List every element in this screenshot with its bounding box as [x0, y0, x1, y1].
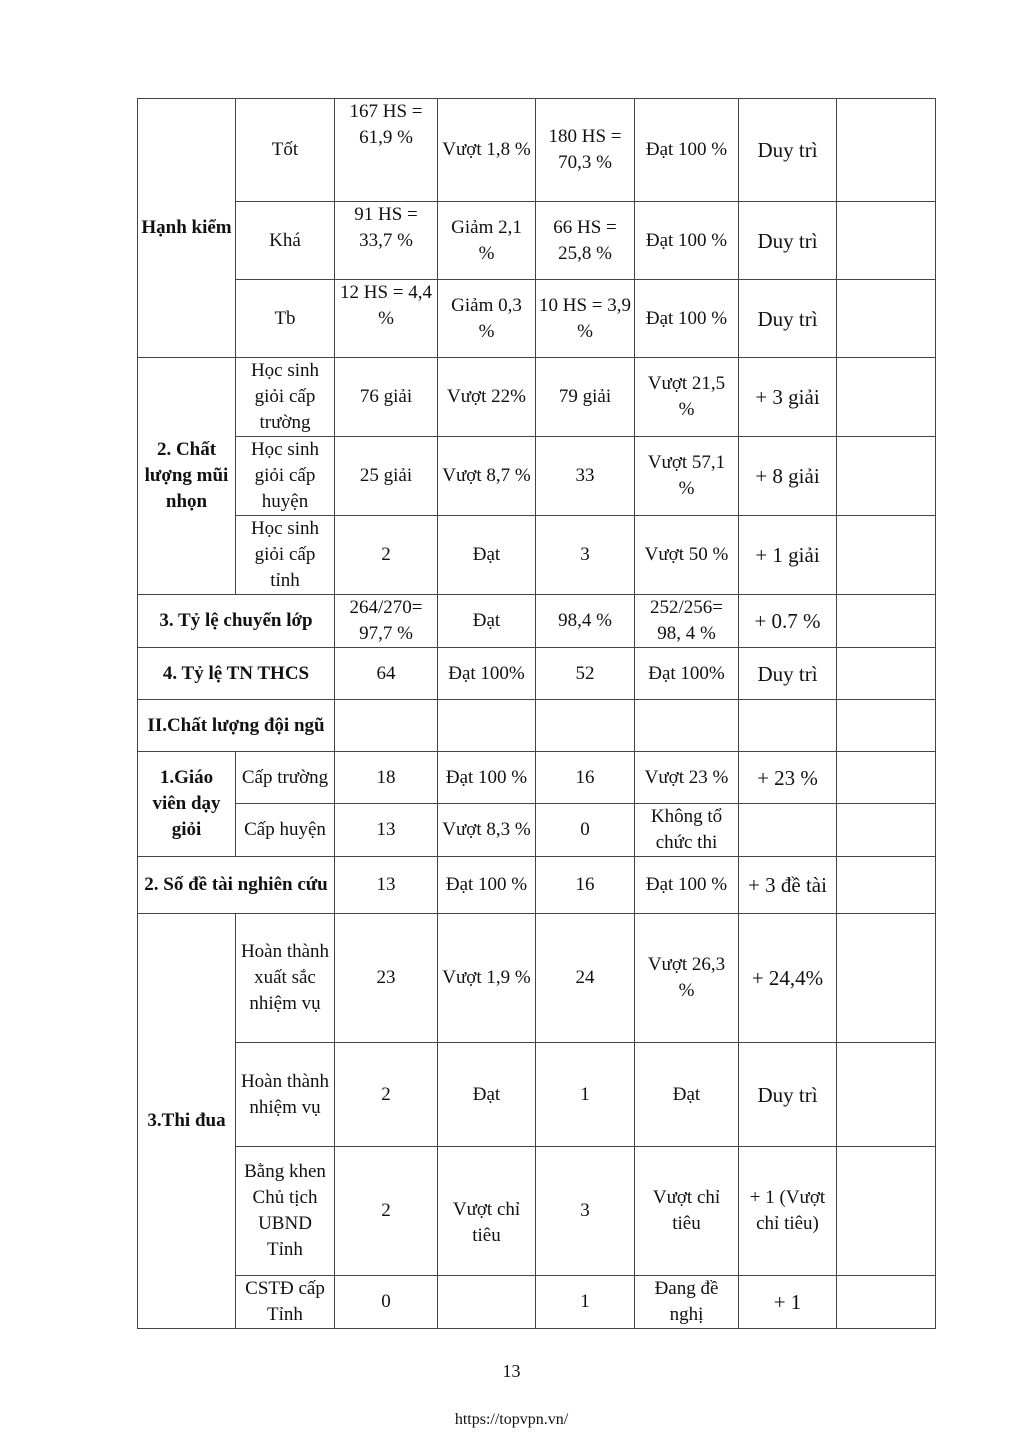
cell: + 0.7 % — [739, 595, 837, 648]
cell — [837, 752, 936, 804]
cell — [837, 1276, 936, 1329]
cell — [635, 700, 739, 752]
cell — [438, 700, 536, 752]
cell: Vượt 26,3 % — [635, 914, 739, 1043]
cell: + 3 đề tài — [739, 857, 837, 914]
cell — [438, 1276, 536, 1329]
cell — [837, 202, 936, 280]
cell: Vượt 8,3 % — [438, 804, 536, 857]
cell: + 8 giải — [739, 437, 837, 516]
row-header: 2. Chất lượng mũi nhọn — [138, 358, 236, 595]
cell: Không tổ chức thi — [635, 804, 739, 857]
row-header: Hạnh kiểm — [138, 99, 236, 358]
cell — [837, 914, 936, 1043]
cell: Bằng khen Chủ tịch UBND Tỉnh — [236, 1147, 335, 1276]
cell: Đạt 100 % — [635, 202, 739, 280]
cell: Duy trì — [739, 202, 837, 280]
table-row — [138, 914, 936, 1043]
cell: Cấp huyện — [236, 804, 335, 857]
row-header: 2. Số đề tài nghiên cứu — [138, 857, 335, 914]
cell: 3 — [536, 516, 635, 595]
cell: 66 HS = 25,8 % — [536, 202, 635, 280]
table-row — [138, 857, 936, 914]
section-header: II.Chất lượng đội ngũ — [138, 700, 335, 752]
cell — [837, 1147, 936, 1276]
cell: Đạt 100 % — [438, 752, 536, 804]
cell: 1 — [536, 1276, 635, 1329]
source-url[interactable]: https://topvpn.vn/ — [454, 1411, 569, 1428]
cell — [837, 804, 936, 857]
cell — [837, 700, 936, 752]
cell: 16 — [536, 752, 635, 804]
table-row — [138, 804, 936, 857]
cell: 3 — [536, 1147, 635, 1276]
cell: Vượt 22% — [438, 358, 536, 437]
cell: + 3 giải — [739, 358, 837, 437]
table-row — [138, 202, 936, 280]
cell: Đạt 100% — [438, 648, 536, 700]
cell: Học sinh giỏi cấp huyện — [236, 437, 335, 516]
cell: Vượt 21,5 % — [635, 358, 739, 437]
cell: Duy trì — [739, 280, 837, 358]
cell: 13 — [335, 857, 438, 914]
cell: 2 — [335, 1043, 438, 1147]
cell — [837, 857, 936, 914]
cell: Đạt 100 % — [438, 857, 536, 914]
cell: Hoàn thành nhiệm vụ — [236, 1043, 335, 1147]
cell: Vượt 1,8 % — [438, 99, 536, 202]
cell: Hoàn thành xuất sắc nhiệm vụ — [236, 914, 335, 1043]
cell: 91 HS = 33,7 % — [335, 202, 438, 280]
cell: 98,4 % — [536, 595, 635, 648]
cell: Vượt 50 % — [635, 516, 739, 595]
cell: Đang đề nghị — [635, 1276, 739, 1329]
cell: Học sinh giỏi cấp tỉnh — [236, 516, 335, 595]
cell: 0 — [335, 1276, 438, 1329]
cell: 64 — [335, 648, 438, 700]
table-row — [138, 1276, 936, 1329]
cell: 79 giải — [536, 358, 635, 437]
cell: 2 — [335, 516, 438, 595]
cell: Giảm 2,1 % — [438, 202, 536, 280]
cell: 10 HS = 3,9 % — [536, 280, 635, 358]
cell: Duy trì — [739, 1043, 837, 1147]
cell: Vượt 23 % — [635, 752, 739, 804]
table-row — [138, 648, 936, 700]
cell: Học sinh giỏi cấp trường — [236, 358, 335, 437]
cell: 16 — [536, 857, 635, 914]
cell: 180 HS = 70,3 % — [536, 99, 635, 202]
cell: + 24,4% — [739, 914, 837, 1043]
cell: Duy trì — [739, 648, 837, 700]
row-header: 1.Giáo viên dạy giỏi — [138, 752, 236, 857]
cell: CSTĐ cấp Tỉnh — [236, 1276, 335, 1329]
cell — [837, 1043, 936, 1147]
cell: 12 HS = 4,4 % — [335, 280, 438, 358]
table-row — [138, 700, 936, 752]
cell — [837, 99, 936, 202]
cell — [837, 280, 936, 358]
cell: Đạt — [438, 1043, 536, 1147]
cell: 167 HS = 61,9 % — [335, 99, 438, 202]
cell: 25 giải — [335, 437, 438, 516]
cell: Vượt 8,7 % — [438, 437, 536, 516]
cell — [837, 595, 936, 648]
row-header: 3.Thi đua — [138, 914, 236, 1329]
cell: 252/256= 98, 4 % — [635, 595, 739, 648]
cell: 23 — [335, 914, 438, 1043]
cell: + 1 (Vượt chỉ tiêu) — [739, 1147, 837, 1276]
cell — [739, 700, 837, 752]
cell: 24 — [536, 914, 635, 1043]
cell: Tốt — [236, 99, 335, 202]
cell: Khá — [236, 202, 335, 280]
table-row — [138, 437, 936, 516]
cell: Đạt 100 % — [635, 99, 739, 202]
cell: + 23 % — [739, 752, 837, 804]
cell: 33 — [536, 437, 635, 516]
cell: Vượt chỉ tiêu — [438, 1147, 536, 1276]
table-row — [138, 99, 936, 202]
cell: 52 — [536, 648, 635, 700]
results-table — [137, 98, 936, 1329]
cell: 1 — [536, 1043, 635, 1147]
cell: 18 — [335, 752, 438, 804]
cell: 2 — [335, 1147, 438, 1276]
row-header: 3. Tỷ lệ chuyển lớp — [138, 595, 335, 648]
cell — [536, 700, 635, 752]
table-row — [138, 1147, 936, 1276]
cell — [837, 516, 936, 595]
cell: Đạt — [438, 516, 536, 595]
cell: 76 giải — [335, 358, 438, 437]
cell: Duy trì — [739, 99, 837, 202]
cell: Vượt 57,1 % — [635, 437, 739, 516]
cell: Cấp trường — [236, 752, 335, 804]
page-number: 13 — [502, 1361, 521, 1381]
cell: Đạt — [635, 1043, 739, 1147]
cell: Tb — [236, 280, 335, 358]
cell: + 1 — [739, 1276, 837, 1329]
table-row — [138, 1043, 936, 1147]
cell: Đạt 100 % — [635, 280, 739, 358]
table-row — [138, 280, 936, 358]
cell: + 1 giải — [739, 516, 837, 595]
cell: Vượt 1,9 % — [438, 914, 536, 1043]
table-row — [138, 595, 936, 648]
cell: Giảm 0,3 % — [438, 280, 536, 358]
cell: 13 — [335, 804, 438, 857]
cell: Vượt chỉ tiêu — [635, 1147, 739, 1276]
cell — [739, 804, 837, 857]
cell — [837, 648, 936, 700]
table-row — [138, 752, 936, 804]
cell: 264/270= 97,7 % — [335, 595, 438, 648]
cell: Đạt 100 % — [635, 857, 739, 914]
cell: Đạt 100% — [635, 648, 739, 700]
cell — [837, 437, 936, 516]
row-header: 4. Tỷ lệ TN THCS — [138, 648, 335, 700]
cell: Đạt — [438, 595, 536, 648]
table-row — [138, 358, 936, 437]
table-row — [138, 516, 936, 595]
cell: 0 — [536, 804, 635, 857]
cell — [837, 358, 936, 437]
cell — [335, 700, 438, 752]
